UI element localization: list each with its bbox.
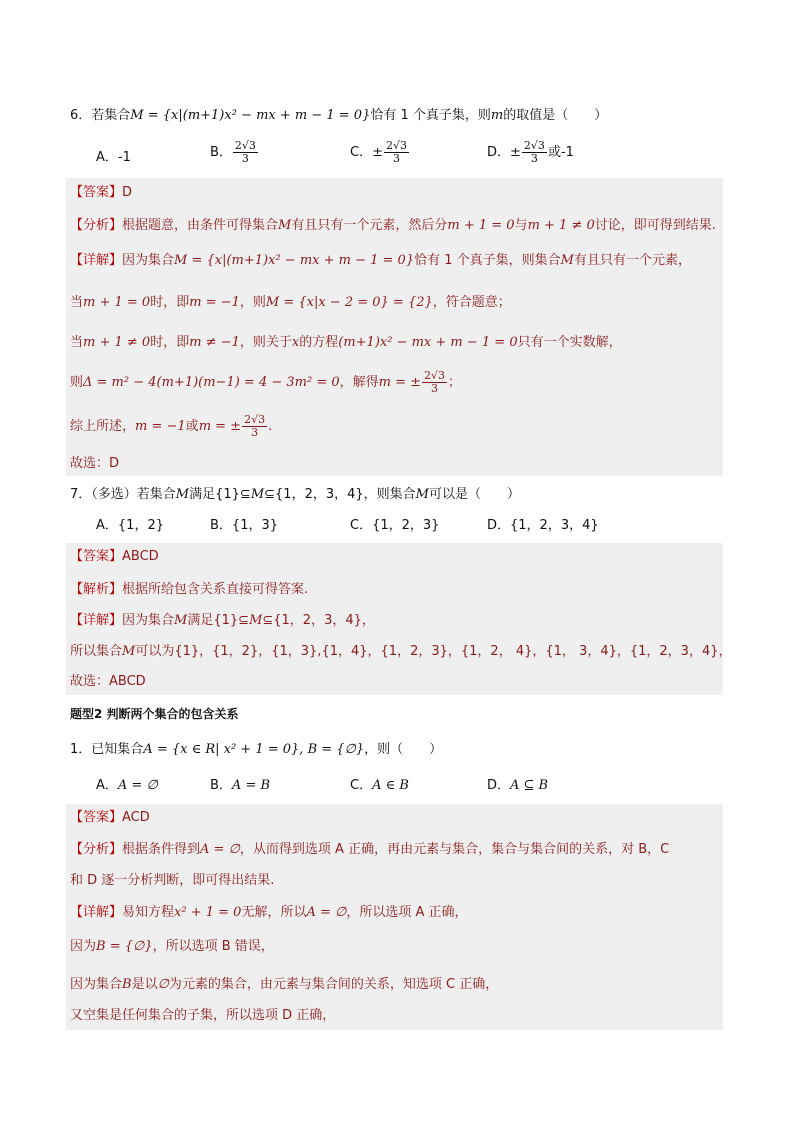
answer-value: ABCD: [122, 549, 159, 564]
option-letter: A．: [96, 150, 118, 165]
text: 可以是（ ）: [428, 487, 520, 502]
q6-option-d: [487, 140, 574, 165]
text: ，从而得到选项 A 正确，再由元素与集合，集合与集合间的关系，对 B，C: [239, 842, 670, 857]
math: m + 1 ≠ 0: [527, 218, 595, 233]
q1-option-b: [210, 776, 270, 796]
q1-number: 1．: [70, 742, 92, 757]
option-text: {1，2，3}: [372, 518, 440, 533]
q6-stem-b: 恰有 1 个真子集，则: [370, 108, 491, 123]
option-letter: D．: [487, 145, 511, 160]
text: .: [268, 419, 273, 434]
fraction-num: 2√3: [523, 139, 545, 152]
math: m = −1: [189, 295, 240, 310]
math: M: [249, 613, 263, 628]
text: 则: [70, 375, 84, 390]
q1-option-c: [350, 776, 409, 796]
math: A = ∅: [200, 842, 240, 857]
text: 题型2 判断两个集合的包含关系: [70, 707, 239, 721]
q1-option-a: [96, 776, 158, 796]
text: 根据题意，由条件可得集合: [122, 218, 279, 233]
option-suffix: 或-1: [547, 145, 574, 160]
fraction: [242, 414, 267, 439]
text: 因为集合: [70, 977, 123, 992]
math: M: [122, 644, 136, 659]
q6-final: [70, 454, 119, 474]
q6-line4: [70, 414, 272, 439]
q7-option-d: [487, 516, 599, 536]
fraction: [233, 140, 258, 165]
q6-number: 6．: [70, 108, 92, 123]
math: A = ∅: [306, 905, 347, 920]
q6-answer: [70, 183, 132, 203]
q1-stem: [70, 740, 442, 760]
option-letter: A．: [96, 778, 118, 793]
text: 为元素的集合，由元素与集合间的关系，知选项 C 正确，: [168, 977, 499, 992]
text: ，解得: [339, 375, 379, 390]
detail-tag: 【详解】: [70, 613, 123, 628]
q6-line2: [70, 333, 622, 353]
fraction-den: 3: [530, 152, 538, 165]
q6-stem-var: m: [490, 108, 504, 123]
answer-value: D: [122, 185, 133, 200]
q7-number: 7．: [70, 487, 92, 502]
fraction-den: 3: [241, 152, 249, 165]
option-text: {1，2}: [117, 518, 164, 533]
q7-line1: [70, 642, 731, 662]
text: 的方程: [299, 335, 339, 350]
q7-option-b: [210, 516, 278, 536]
option-letter: C．: [350, 518, 373, 533]
q1-option-d: [487, 776, 548, 796]
q1-line1: [70, 937, 274, 957]
text: 可以为{1}，{1，2}，{1，3},{1，4}，{1，2，3}，{1，2， 4}，{1， 3，4}，{1，2，3，4}，: [135, 644, 732, 659]
q1-line3: [70, 1006, 335, 1026]
text: 满足{1}⊆: [189, 487, 251, 502]
text: 有且只有一个元素，然后分: [291, 218, 448, 233]
math: B = {∅}: [96, 939, 153, 954]
math: m = −1: [135, 419, 186, 434]
option-letter: C．: [350, 145, 373, 160]
text: ，则关于: [239, 335, 292, 350]
text: 讨论，即可得到结果.: [594, 218, 716, 233]
math: ∅: [157, 977, 169, 992]
option-letter: B．: [210, 518, 232, 533]
q7-answer: [70, 547, 159, 567]
q1-analysis-2: [70, 871, 274, 891]
text: 又空集是任何集合的子集，所以选项 D 正确，: [70, 1008, 336, 1023]
q6-set-expr: M = {x|(m+1)x² − mx + m − 1 = 0}: [130, 108, 371, 123]
q1-line2: [70, 975, 498, 995]
answer-tag: 【答案】: [70, 810, 123, 825]
text: ⊆{1，2，3，4}，: [262, 613, 375, 628]
option-letter: B．: [210, 145, 232, 160]
option-text: A ∈ B: [372, 778, 409, 793]
text: 已知集合: [91, 742, 144, 757]
option-text: {1，2，3，4}: [510, 518, 599, 533]
answer-tag: 【答案】: [70, 185, 123, 200]
text: ，则（ ）: [364, 742, 443, 757]
q7-option-a: [96, 516, 164, 536]
math: (m+1)x² − mx + m − 1 = 0: [338, 335, 518, 350]
text: 根据所给包含关系直接可得答案.: [122, 582, 309, 597]
q1-detail: [70, 903, 468, 923]
q6-option-c: [350, 140, 410, 165]
text: 易知方程: [122, 905, 175, 920]
text: 当: [70, 335, 84, 350]
text: 只有一个实数解，: [517, 335, 622, 350]
option-text: A = ∅: [117, 778, 158, 793]
option-prefix: ±: [372, 145, 383, 160]
math: m = ±: [198, 419, 242, 434]
q7-detail: [70, 611, 375, 631]
text: 无解，所以: [241, 905, 307, 920]
option-letter: B．: [210, 778, 232, 793]
q6-stem: [70, 106, 607, 126]
math: A = {x ∈ R| x² + 1 = 0}, B = {∅}: [143, 742, 365, 757]
text: 因为集合: [122, 613, 175, 628]
option-text: {1，3}: [231, 518, 279, 533]
text: 满足{1}⊆: [187, 613, 250, 628]
math: x² + 1 = 0: [174, 905, 242, 920]
text: 与: [514, 218, 528, 233]
analysis-tag: 【分析】: [70, 842, 123, 857]
text: 所以集合: [70, 644, 123, 659]
text: 有且只有一个元素，: [573, 253, 691, 268]
fraction-num: 2√3: [244, 413, 266, 426]
text: 当: [70, 295, 84, 310]
analysis-tag: 【分析】: [70, 218, 123, 233]
text: 综上所述，: [70, 419, 136, 434]
text: 故选：ABCD: [70, 674, 146, 689]
answer-tag: 【答案】: [70, 549, 123, 564]
q6-analysis: [70, 216, 716, 236]
text: 时，即: [150, 335, 190, 350]
text: （多选）若集合: [91, 487, 176, 502]
text: ，所以选项 B 错误，: [152, 939, 274, 954]
option-text: A = B: [231, 778, 271, 793]
q6-line1: [70, 293, 511, 313]
fraction-den: 3: [392, 152, 400, 165]
text: 故选：D: [70, 456, 120, 471]
text: 恰有 1 个真子集，则集合: [414, 253, 561, 268]
math: B: [122, 977, 132, 992]
math: M: [278, 218, 292, 233]
q1-analysis: [70, 840, 669, 860]
math: m + 1 = 0: [83, 295, 151, 310]
fraction-num: 2√3: [234, 139, 256, 152]
option-prefix: ±: [510, 145, 521, 160]
math: Δ = m² − 4(m+1)(m−1) = 4 − 3m² = 0: [83, 375, 340, 390]
option-letter: A．: [96, 518, 118, 533]
text: 和 D 逐一分析判断，即可得出结果.: [70, 873, 275, 888]
fraction-num: 2√3: [385, 139, 407, 152]
text: 因为集合: [122, 253, 175, 268]
text: 根据条件得到: [122, 842, 201, 857]
text: 是以: [131, 977, 158, 992]
math: M: [175, 487, 190, 502]
option-letter: D．: [487, 518, 511, 533]
fraction-den: 3: [431, 382, 439, 395]
math: M = {x|(m+1)x² − mx + m − 1 = 0}: [174, 253, 415, 268]
text: 因为: [70, 939, 97, 954]
math: M: [415, 487, 429, 502]
option-letter: C．: [350, 778, 373, 793]
fraction: [384, 140, 409, 165]
q6-stem-c: 的取值是（ ）: [503, 108, 608, 123]
math: x: [291, 335, 300, 350]
fraction-den: 3: [251, 426, 259, 439]
q6-stem-a: 若集合: [91, 108, 131, 123]
q6-option-b: [210, 140, 259, 165]
option-letter: D．: [487, 778, 511, 793]
math: m ≠ −1: [189, 335, 240, 350]
q7-final: [70, 672, 146, 692]
fraction-num: 2√3: [424, 369, 446, 382]
answer-value: ACD: [122, 810, 150, 825]
math: M = {x|x − 2 = 0} = {2}: [265, 295, 433, 310]
math: m + 1 = 0: [447, 218, 515, 233]
q1-answer: [70, 808, 150, 828]
detail-tag: 【详解】: [70, 253, 123, 268]
text: 或: [185, 419, 199, 434]
text: ，则: [239, 295, 266, 310]
q6-option-a: [96, 148, 131, 168]
detail-tag: 【详解】: [70, 905, 123, 920]
math: M: [560, 253, 574, 268]
q6-line3: [70, 370, 461, 395]
analysis-tag: 【解析】: [70, 582, 123, 597]
math: M: [174, 613, 188, 628]
text: ⊆{1，2，3，4}，则集合: [264, 487, 416, 502]
fraction: [522, 140, 547, 165]
section-title: [70, 704, 239, 724]
q7-stem: [70, 485, 520, 505]
math: M: [250, 487, 265, 502]
text: ，所以选项 A 正确，: [346, 905, 468, 920]
math: m + 1 ≠ 0: [83, 335, 151, 350]
text: 时，即: [150, 295, 190, 310]
q7-option-c: [350, 516, 439, 536]
fraction: [422, 370, 447, 395]
math: m = ±: [378, 375, 422, 390]
option-text: A ⊆ B: [510, 778, 549, 793]
text: ；: [448, 375, 462, 390]
option-text: -1: [117, 150, 131, 165]
q6-detail: [70, 251, 691, 271]
q7-analysis: [70, 580, 308, 600]
text: ，符合题意；: [432, 295, 511, 310]
